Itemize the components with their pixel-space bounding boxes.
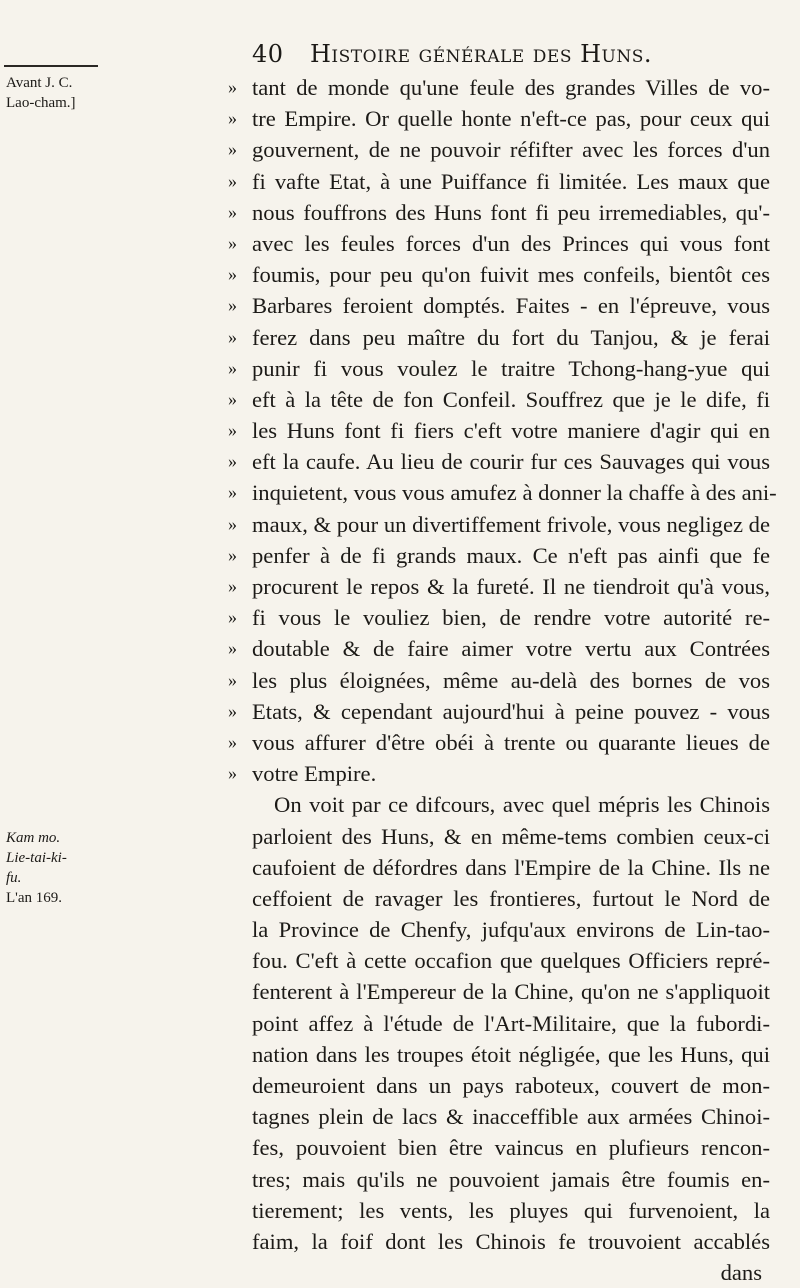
text-line [252, 1132, 770, 1163]
line-text: tierement; les vents, les pluyes qui furvenoient, la [252, 1197, 770, 1223]
line-text: la Province de Chenfy, jufqu'aux environs de Lin-tao- [252, 917, 770, 943]
text-line [228, 353, 770, 384]
line-text: procurent le repos & la fureté. Il ne tiendroit qu'à vous, [252, 574, 770, 599]
text-line [252, 883, 770, 914]
quote-mark: » [228, 388, 237, 409]
catchword: dans [720, 1260, 762, 1286]
quote-mark: » [228, 513, 237, 534]
text-line [228, 633, 770, 664]
line-text: doutable & de faire aimer votre vertu aux Contrées [252, 636, 770, 662]
text-line [228, 72, 770, 103]
margin-note-line: Lie-tai-ki- [6, 850, 67, 866]
text-line [252, 1101, 770, 1132]
text-line [252, 789, 770, 820]
text-line [228, 166, 770, 197]
text-line [228, 665, 770, 696]
text-line [228, 758, 770, 789]
quote-mark: » [228, 607, 237, 628]
text-line [228, 540, 770, 571]
line-text: fi vafte Etat, à une Puiffance fi limitée. Les maux que [252, 168, 770, 194]
text-line [228, 477, 777, 508]
line-text: punir fi vous voulez le traitre Tchong-hang-yue qui [252, 355, 770, 381]
quote-mark: » [228, 638, 237, 659]
line-text: parloient des Huns, & en même-tems combien ceux-ci [252, 823, 770, 849]
text-line [252, 821, 770, 852]
text-line [228, 197, 770, 228]
line-text: fou. C'eft à cette occafion que quelques Officiers repré- [252, 948, 770, 974]
quote-mark: » [228, 482, 237, 503]
line-text: fes, pouvoient bien être vaincus en plufieurs rencon- [252, 1135, 770, 1161]
quote-mark: » [228, 357, 237, 378]
line-text: gouvernent, de ne pouvoir réfifter avec les forces d'un [252, 137, 770, 163]
text-line [252, 976, 770, 1007]
text-line [228, 103, 770, 134]
quote-mark: » [228, 700, 237, 721]
line-text: On voit par ce difcours, avec quel mépris les Chinois [274, 792, 770, 818]
quote-mark: » [228, 108, 237, 129]
margin-note-source [0, 828, 106, 908]
line-text: maux, & pour un divertiffement frivole, vous negligez de [252, 511, 770, 537]
line-text: fenterent à l'Empereur de la Chine, qu'on ne s'appliquoit [252, 979, 770, 1005]
line-text: inquietent, vous vous amufez à donner la chaffe à des ani- [252, 480, 777, 506]
text-line [252, 1008, 770, 1039]
margin-note-line: Kam mo. [6, 830, 61, 846]
text-line [252, 1226, 770, 1257]
text-line [228, 228, 770, 259]
text-line [228, 415, 770, 446]
line-text: fi vous le vouliez bien, de rendre votre autorité re- [252, 605, 770, 631]
margin-note-line: L'an 169. [6, 890, 63, 906]
running-header [252, 40, 762, 70]
line-text: faim, la foif dont les Chinois fe trouvoient accablés [252, 1228, 770, 1254]
line-text: nation dans les troupes étoit négligée, que les Huns, qui [252, 1041, 770, 1067]
line-text: tagnes plein de lacs & inacceffible aux armées Chinoi- [252, 1104, 770, 1130]
line-text: caufoient de défordres dans l'Empire de la Chine. Ils ne [252, 854, 770, 880]
quote-mark: » [228, 170, 237, 191]
margin-note-line: Lao-cham.] [6, 95, 76, 111]
line-text: eft à la tête de fon Confeil. Souffrez que je le dife, fi [252, 386, 770, 412]
line-text: votre Empire. [252, 761, 377, 787]
line-text: foumis, pour peu qu'on fuivit mes confeils, bientôt ces [252, 262, 770, 288]
text-line [252, 1039, 770, 1070]
line-text: les Huns font fi fiers c'eft votre maniere d'agir qui en [252, 418, 770, 444]
quote-mark: » [228, 544, 237, 565]
quote-mark: » [228, 420, 237, 441]
line-text: nous fouffrons des Huns font fi peu irremediables, qu'- [252, 199, 770, 225]
line-text: demeuroient dans un pays raboteux, couvert de mon- [252, 1073, 770, 1098]
body-text [228, 72, 777, 1288]
text-line [252, 852, 770, 883]
text-line [252, 1195, 770, 1226]
text-line [252, 1070, 770, 1101]
page-number: 40 [252, 40, 284, 68]
line-text: Etats, & cependant aujourd'hui à peine pouvez - vous [252, 698, 770, 724]
line-text: tre Empire. Or quelle honte n'eft-ce pas, pour ceux qui [252, 106, 770, 132]
running-title: Histoire générale des Huns. [310, 40, 653, 68]
line-text: Barbares feroient domptés. Faites - en l'épreuve, vous [252, 293, 770, 319]
text-line [228, 696, 770, 727]
line-text: tres; mais qu'ils ne pouvoient jamais être foumis en- [252, 1166, 770, 1192]
text-line [228, 134, 770, 165]
line-text: les plus éloignées, même au-delà des bornes de vos [252, 667, 770, 693]
margin-note-date [0, 65, 100, 113]
quote-mark: » [228, 669, 237, 690]
line-text: penfer à de fi grands maux. Ce n'eft pas ainfi que fe [252, 542, 770, 568]
margin-rule [4, 65, 98, 67]
text-line [228, 322, 770, 353]
text-line [228, 602, 770, 633]
text-line [252, 945, 770, 976]
quote-mark: » [228, 139, 237, 160]
quote-mark: » [228, 264, 237, 285]
line-text: ferez dans peu maître du fort du Tanjou, & je ferai [252, 324, 770, 350]
line-text: ceffoient de ravager les frontieres, furtout le Nord de [252, 885, 770, 911]
quote-mark: » [228, 576, 237, 596]
text-line [228, 571, 770, 602]
margin-note-line: Avant J. C. [6, 75, 73, 91]
line-text: point affez à l'étude de l'Art-Militaire, que la fubordi- [252, 1010, 770, 1036]
text-line [228, 727, 770, 758]
quote-mark: » [228, 201, 237, 222]
text-line [228, 509, 770, 540]
line-text: eft la caufe. Au lieu de courir fur ces Sauvages qui vous [252, 449, 770, 475]
text-line [252, 914, 770, 945]
text-line [228, 446, 770, 477]
text-line [228, 290, 770, 321]
quote-mark: » [228, 326, 237, 347]
line-text: tant de monde qu'une feule des grandes Villes de vo- [252, 75, 770, 100]
quote-mark: » [228, 731, 237, 752]
quote-mark: » [228, 451, 237, 472]
text-line [228, 259, 770, 290]
quote-mark: » [228, 77, 237, 97]
quote-mark: » [228, 295, 237, 316]
line-text: avec les feules forces d'un des Princes qui vous font [252, 230, 770, 256]
quote-mark: » [228, 232, 237, 253]
line-text: vous affurer d'être obéi à trente ou quarante lieues de [252, 729, 770, 755]
text-line [252, 1164, 770, 1195]
margin-note-line: fu. [6, 870, 22, 886]
quote-mark: » [228, 763, 237, 784]
text-line [228, 384, 770, 415]
